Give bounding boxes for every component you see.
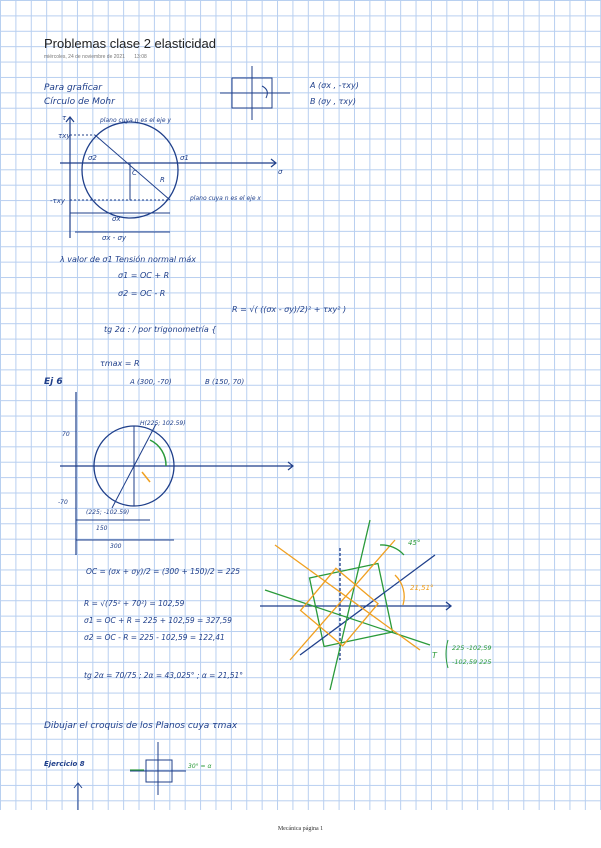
ej6-point-a: A (300, -70) bbox=[130, 378, 172, 386]
ej6-pt-h: H(225; 102.59) bbox=[140, 420, 186, 427]
stress-element-sketch bbox=[220, 66, 290, 120]
eq-sigma2: σ2 = OC - R bbox=[118, 289, 166, 298]
mohr-plane-y: plano cuya n es el eje y bbox=[100, 117, 171, 124]
page-footer: Mecánica página 1 bbox=[277, 826, 324, 832]
eq-sigma1: σ1 = OC + R bbox=[118, 271, 170, 280]
heading-para-graficar: Para graficar bbox=[44, 83, 102, 93]
page-title: Problemas clase 2 elasticidad bbox=[44, 36, 216, 51]
section-ejercicio-8: Ejercicio 8 bbox=[44, 760, 85, 768]
ej6-construction bbox=[76, 424, 174, 540]
ej6-t-row2: -102,59 225 bbox=[452, 658, 492, 666]
ej6-tick-70: 70 bbox=[62, 431, 70, 438]
ej6-angle-45: 45° bbox=[408, 539, 421, 547]
mohr-sx-minus-sy: σx - σy bbox=[102, 234, 127, 242]
ej6-tg: tg 2α = 70/75 ; 2α = 43,025° ; α = 21,51° bbox=[84, 671, 244, 680]
ej6-pt-l: (225; -102.59) bbox=[86, 509, 130, 516]
mohr-c: C bbox=[132, 169, 137, 177]
ej6-green-arc bbox=[150, 440, 166, 466]
page-date: miércoles, 24 de noviembre de 2021 bbox=[44, 54, 125, 60]
mohr-sx: σx bbox=[112, 215, 121, 223]
mohr-point-b: B (σy , τxy) bbox=[310, 97, 356, 106]
ej6-angle-21: 21,51° bbox=[410, 584, 434, 592]
ej6-tick-neg70: -70 bbox=[58, 499, 68, 506]
ej6-rotated-element bbox=[260, 520, 451, 690]
ej6-point-b: B (150, 70) bbox=[205, 378, 245, 386]
ej6-matrix-bracket bbox=[446, 640, 448, 668]
ej6-t-label: T bbox=[432, 651, 437, 660]
ej6-dim-300: 300 bbox=[110, 543, 122, 550]
heading-circulo-mohr: Círculo de Mohr bbox=[44, 97, 115, 107]
eq-r-formula: R = √( ((σx - σy)/2)² + τxy² ) bbox=[232, 305, 347, 314]
mohr-neg-tau-xy: -τxy bbox=[50, 197, 66, 205]
section-heading: Dibujar el croquis de los Planos cuya τmax bbox=[44, 721, 238, 731]
ej6-r: R = √(75² + 70²) = 102,59 bbox=[84, 599, 185, 608]
mohr-point-a: A (σx , -τxy) bbox=[310, 81, 359, 90]
mohr-tau-xy: τxy bbox=[58, 132, 71, 140]
mohr-r: R bbox=[160, 176, 165, 184]
mohr-axes bbox=[60, 117, 276, 238]
mohr-tau-axis: τ bbox=[62, 114, 67, 122]
ej8-angle: 30° = α bbox=[188, 763, 212, 770]
page-time: 13:08 bbox=[134, 54, 147, 60]
ej6-orange-mark bbox=[142, 472, 150, 482]
ej6-t-row1: 225 -102,59 bbox=[452, 644, 492, 652]
ej6-dim-150: 150 bbox=[96, 525, 108, 532]
ej6-label: Ej 6 bbox=[44, 377, 63, 387]
mohr-sigma2: σ2 bbox=[88, 154, 97, 162]
ej6-oc: OC = (σx + σy)/2 = (300 + 150)/2 = 225 bbox=[86, 567, 241, 576]
ej6-sigma2: σ2 = OC - R = 225 - 102,59 = 122,41 bbox=[84, 633, 225, 642]
note-valor-sigma1: λ valor de σ1 Tensión normal máx bbox=[60, 255, 197, 264]
note-tg: tg 2α : / por trigonometría { bbox=[104, 325, 217, 334]
mohr-plane-x: plano cuya n es el eje x bbox=[190, 195, 261, 202]
ej6-sigma1: σ1 = OC + R = 225 + 102,59 = 327,59 bbox=[84, 616, 232, 625]
mohr-sigma-axis: σ bbox=[278, 168, 283, 176]
eq-tau-max: τmax = R bbox=[100, 359, 140, 368]
ej8-element-sketch bbox=[74, 742, 186, 810]
mohr-sigma1: σ1 bbox=[180, 154, 189, 162]
